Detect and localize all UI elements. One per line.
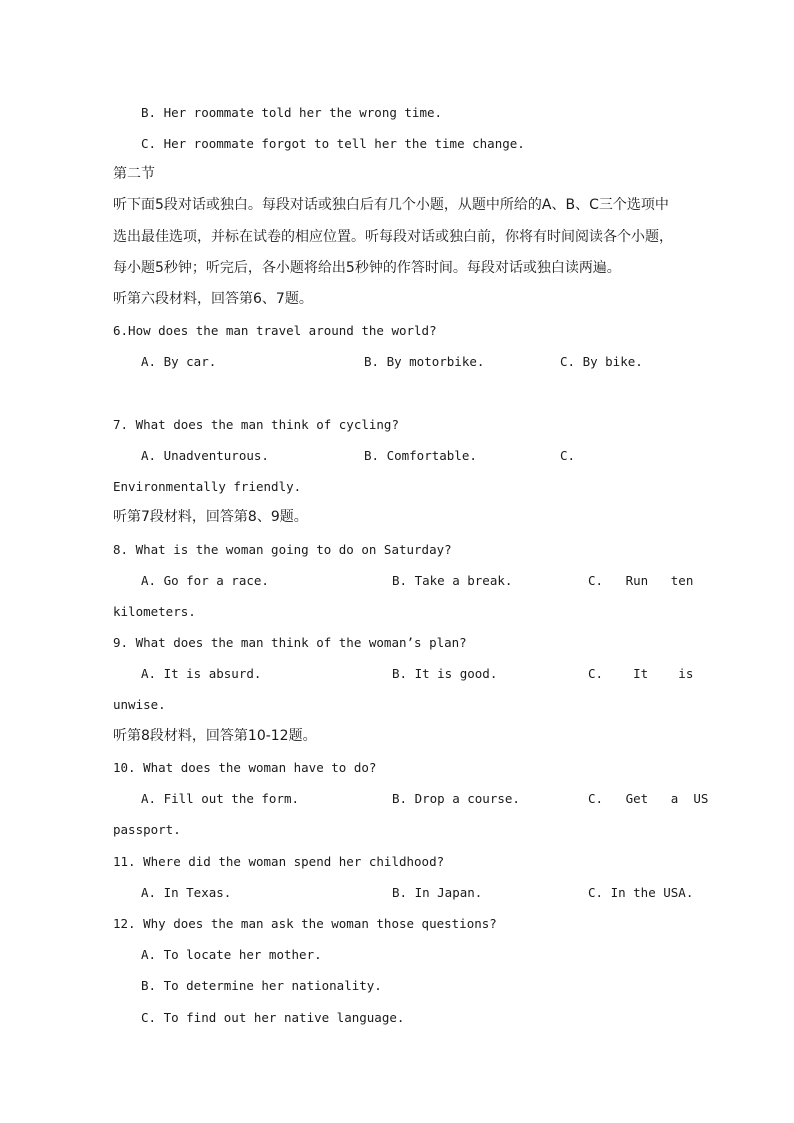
option-11b: B. In Japan. — [392, 885, 483, 900]
option-8c: C. Run ten — [588, 573, 694, 588]
option-6c: C. By bike. — [560, 354, 643, 369]
question-8: 8. What is the woman going to do on Saturday? — [113, 542, 452, 557]
instructions-line-3: 每小题5秒钟；听完后，各小题将给出5秒钟的作答时间。每段对话或独白读两遍。 — [113, 260, 621, 276]
option-12b: B. To determine her nationality. — [141, 978, 382, 993]
material-7-heading: 听第7段材料，回答第8、9题。 — [113, 509, 308, 525]
material-8-heading: 听第8段材料，回答第10-12题。 — [113, 728, 317, 744]
option-9a: A. It is absurd. — [141, 666, 262, 681]
option-10a: A. Fill out the form. — [141, 791, 300, 806]
question-7: 7. What does the man think of cycling? — [113, 417, 399, 432]
option-7c-continued: Environmentally friendly. — [113, 479, 302, 494]
instructions-line-2: 选出最佳选项，并标在试卷的相应位置。听每段对话或独白前，你将有时间阅读各个小题， — [113, 229, 673, 245]
option-9c: C. It is — [588, 666, 694, 681]
option-11c: C. In the USA. — [588, 885, 694, 900]
question-10: 10. What does the woman have to do? — [113, 760, 377, 775]
option-8b: B. Take a break. — [392, 573, 513, 588]
option-12c: C. To find out her native language. — [141, 1010, 405, 1025]
option-5b: B. Her roommate told her the wrong time. — [141, 105, 443, 120]
option-8c-continued: kilometers. — [113, 604, 196, 619]
option-10b: B. Drop a course. — [392, 791, 520, 806]
option-6a: A. By car. — [141, 354, 217, 369]
option-12a: A. To locate her mother. — [141, 947, 322, 962]
option-8a: A. Go for a race. — [141, 573, 269, 588]
option-7b: B. Comfortable. — [364, 448, 477, 463]
option-9c-continued: unwise. — [113, 697, 166, 712]
material-6-heading: 听第六段材料，回答第6、7题。 — [113, 291, 313, 307]
question-6: 6.How does the man travel around the world? — [113, 323, 437, 338]
option-6b: B. By motorbike. — [364, 354, 485, 369]
option-10c: C. Get a US — [588, 791, 709, 806]
option-7a: A. Unadventurous. — [141, 448, 269, 463]
option-11a: A. In Texas. — [141, 885, 232, 900]
question-12: 12. Why does the man ask the woman those questions? — [113, 916, 497, 931]
option-7c: C. — [560, 448, 576, 463]
option-9b: B. It is good. — [392, 666, 498, 681]
option-10c-continued: passport. — [113, 822, 181, 837]
instructions-line-1: 听下面5段对话或独白。每段对话或独白后有几个小题，从题中所给的A、B、C三个选项中 — [113, 197, 669, 213]
question-11: 11. Where did the woman spend her childhood? — [113, 854, 445, 869]
option-5c: C. Her roommate forgot to tell her the time change. — [141, 136, 525, 151]
question-9: 9. What does the man think of the woman’s plan? — [113, 635, 467, 650]
section-heading: 第二节 — [113, 166, 155, 182]
